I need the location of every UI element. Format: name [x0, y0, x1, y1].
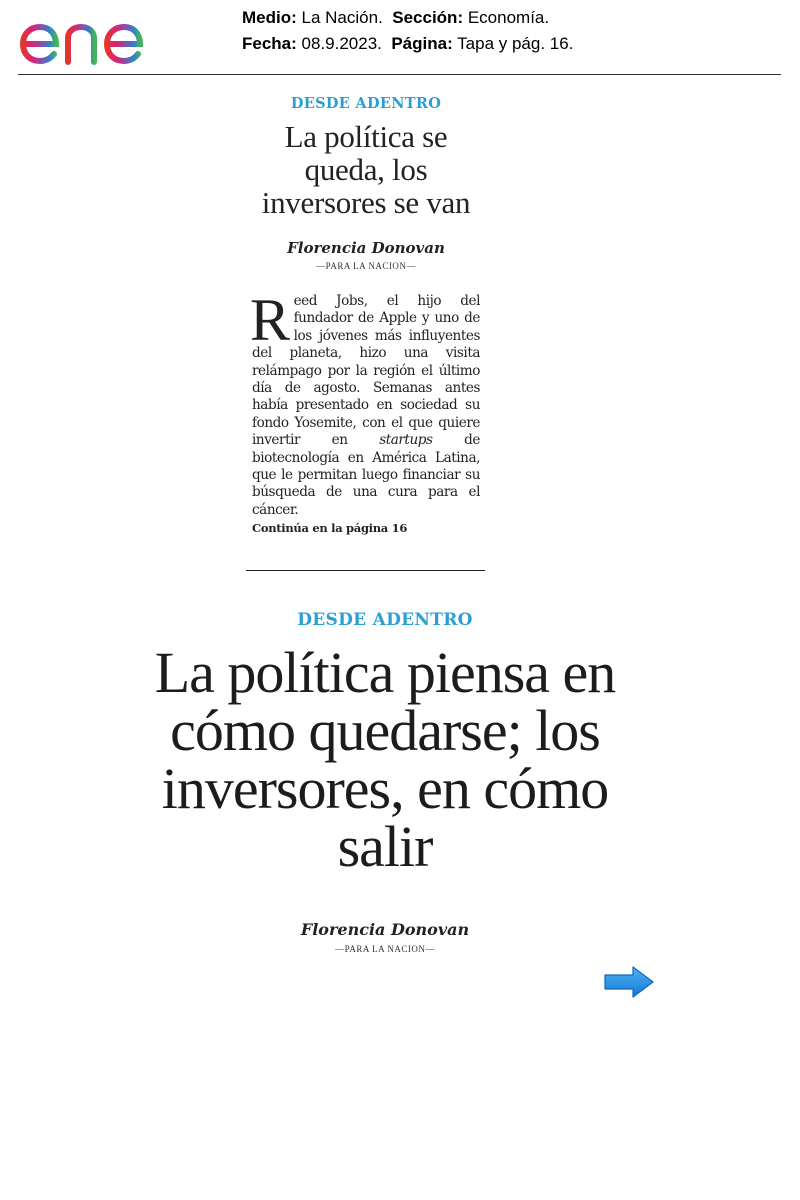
- front-headline: La política se queda, los inversores se van: [261, 119, 471, 220]
- article-body: [250, 287, 480, 519]
- body-italic: startups: [379, 432, 433, 449]
- seccion-value: Economía.: [467, 8, 550, 27]
- byline-source: —PARA LA NACION—: [335, 944, 435, 954]
- clipping-metadata: [242, 6, 573, 56]
- arrow-right-icon[interactable]: [603, 965, 655, 999]
- pagina-label: Página:: [391, 34, 453, 53]
- front-page-clipping: [246, 95, 486, 535]
- section-kicker: DESDE ADENTRO: [297, 610, 473, 630]
- inside-page-clipping: [150, 610, 620, 954]
- byline-source: —PARA LA NACION—: [316, 261, 416, 271]
- inside-headline: La política piensa en cómo quedarse; los inversores, en cómo salir: [154, 640, 616, 879]
- enel-logo: [18, 6, 180, 66]
- fecha-label: Fecha:: [242, 34, 297, 53]
- author-byline: Florencia Donovan: [300, 920, 470, 939]
- section-kicker: DESDE ADENTRO: [290, 95, 442, 112]
- drop-cap: R: [250, 287, 290, 353]
- medio-label: Medio:: [242, 8, 297, 27]
- clipping-divider: [246, 570, 485, 571]
- body-end: de biotecnología en América Latina, que le permitan luego financiar su búsqueda de una cura para el cáncer.: [252, 432, 480, 518]
- fecha-value: 08.9.2023.: [301, 34, 382, 53]
- pagina-value: Tapa y pág. 16.: [457, 34, 574, 53]
- medio-value: La Nación.: [301, 8, 383, 27]
- header-divider: [18, 74, 781, 75]
- seccion-label: Sección:: [392, 8, 464, 27]
- body-start: eed Jobs, el hijo del fundador de Apple y uno de los jóvenes más influyentes del planeta, hizo una visita relámpago por la región el último día de agosto. Semanas antes había presentado en sociedad su fondo Yosemite, con el que quiere invertir en: [252, 293, 480, 449]
- continued-link: Continúa en la página 16: [252, 521, 408, 536]
- author-byline: Florencia Donovan: [287, 239, 445, 257]
